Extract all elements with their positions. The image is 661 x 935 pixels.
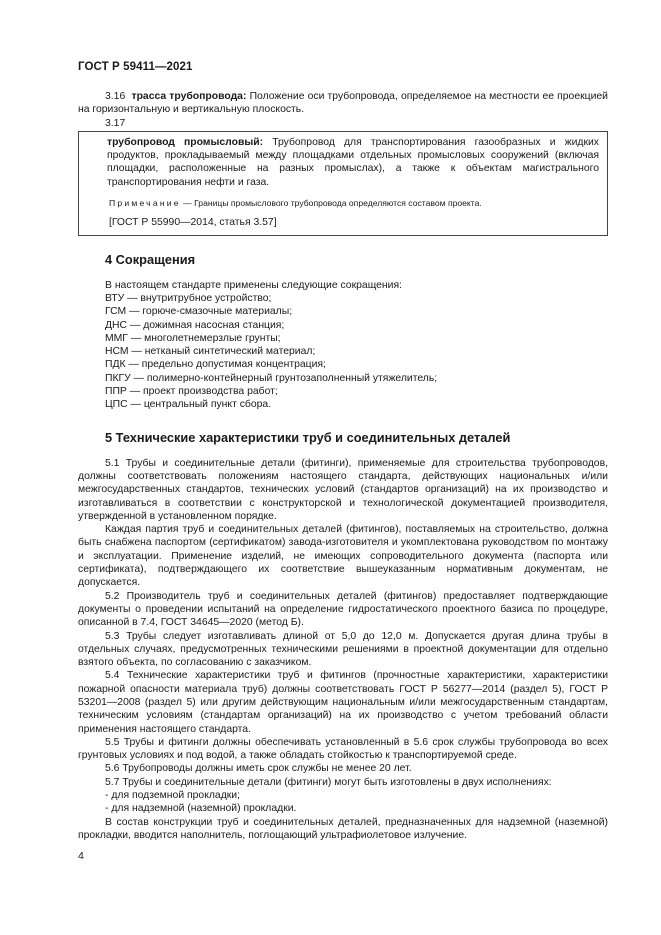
section-5-title: 5 Технические характеристики труб и соединительных деталей [105,429,511,445]
definition-text: Трубопровод для транспортирования газообразных и жидких продуктов, прокладываемый между площадками отдельных промысловых сооружений (включая площадки, расположенные на разных промыслах), а также к объектам магистрального транспортирования нефти и газа. [107,136,600,188]
abbreviation-item: НСМ — нетканый синтетический материал; [105,346,316,358]
definition-source: [ГОСТ Р 55990—2014, статья 3.57] [109,217,277,229]
definition-number-3-17: 3.17 [105,117,126,129]
paragraph-5-5: 5.5 Трубы и фитинги должны обеспечивать установленный в 5.6 срок службы трубопровода во всех грунтовых условиях и под водой, а также обладать стойкостью к транспортируемой среде. [78,736,608,762]
abbreviation-intro: В настоящем стандарте применены следующие сокращения: [105,279,402,291]
paragraph-5-1-batch: Каждая партия труб и соединительных деталей (фитингов), поставляемых на строительство, должна быть снабжена паспортом (сертификатом) завода-изготовителя и укомплектована руководством по монтажу и эксплуатации. Применение изделий, не имеющих сопроводительного документа (паспорта или сертификата), подтверждающего их соответствие вышеуказанным нормативным документам, не допускается. [78,524,608,589]
abbreviation-list [78,279,608,412]
paragraph-5-6: 5.6 Трубопроводы должны иметь срок службы не менее 20 лет. [105,763,412,775]
abbreviation-item: ЦПС — центральный пункт сбора. [105,399,272,411]
paragraph-5-7: 5.7 Трубы и соединительные детали (фитинги) могут быть изготовлены в двух исполнениях: [105,776,552,788]
list-item: - для подземной прокладки; [105,790,240,802]
paragraph-5-7-filler: В состав конструкции труб и соединительных деталей, предназначенных для надземной (наземной) прокладки, вводится наполнитель, поглощающий ультрафиолетовое излучение. [78,816,608,841]
abbreviation-item: ПДК — предельно допустимая концентрация; [105,359,326,371]
note-text: — Границы промыслового трубопровода определяются составом проекта. [183,198,482,209]
paragraph-5-3: 5.3 Трубы следует изготавливать длиной от 5,0 до 12,0 м. Допускается другая длина трубы в отдельных случаях, предусмотренных техническими решениями в проектной документации для отдельно взятого объекта, по согласованию с заказчиком. [78,630,608,669]
paragraph-5-1: 5.1 Трубы и соединительные детали (фитинги), применяемые для строительства трубопроводов, должны соответствовать положениям настоящего стандарта, действующих национальных и/или межгосударственных стандартов, технических условий (стандартов организаций) на их производство и изготавливаться в соответствии с конструкторской и технологической документацией производителя, утвержденной в установленном порядке. [78,457,608,522]
definition-note [109,197,599,210]
page-number: 4 [78,850,84,862]
abbreviation-item: ДНС — дожимная насосная станция; [105,319,285,331]
paragraph-5-2: 5.2 Производитель труб и соединительных деталей (фитингов) предоставляет подтверждающие документы о проведении испытаний на определение гидростатического проектного базиса по процедуре, описанной в 7.4, ГОСТ 34645—2020 (метод Б). [78,590,608,629]
document-header: ГОСТ Р 59411—2021 [78,61,193,73]
definition-3-17 [107,136,599,189]
abbreviation-item: ППР — проект производства работ; [105,386,278,398]
paragraph-5-4: 5.4 Технические характеристики труб и фитингов (прочностные характеристики, характеристики пожарной опасности материала труб) должны соответствовать ГОСТ Р 56277—2014 (раздел 5), ГОСТ Р 53201—2008 (раздел 5) или другим действующим национальным и/или межгосударственным стандартам, техническим условиям (стандартам организаций) на их производство с учетом требований области применения настоящего стандарта. [78,670,608,735]
definition-text: Положение оси трубопровода, определяемое на местности ее проекцией на горизонтальную и вертикальную плоскость. [78,91,608,116]
section-4-title: 4 Сокращения [105,251,196,267]
abbreviation-item: ПКГУ — полимерно-контейнерный грунтозаполненный утяжелитель; [105,372,438,384]
definition-box-3-17 [78,131,608,236]
definition-3-16 [78,90,608,117]
abbreviation-item: ГСМ — горюче-смазочные материалы; [105,306,293,318]
definition-number: 3.16 [105,91,126,102]
abbreviation-item: ММГ — многолетнемерзлые грунты; [105,332,281,344]
note-label: Примечание [109,198,181,209]
abbreviation-item: ВТУ — внутритрубное устройство; [105,292,272,304]
list-item: - для надземной (наземной) прокладки. [105,803,297,815]
definition-term: трубопровод промысловый: [107,136,264,148]
definition-term: трасса трубопровода: [131,91,247,102]
page-content [78,90,608,842]
